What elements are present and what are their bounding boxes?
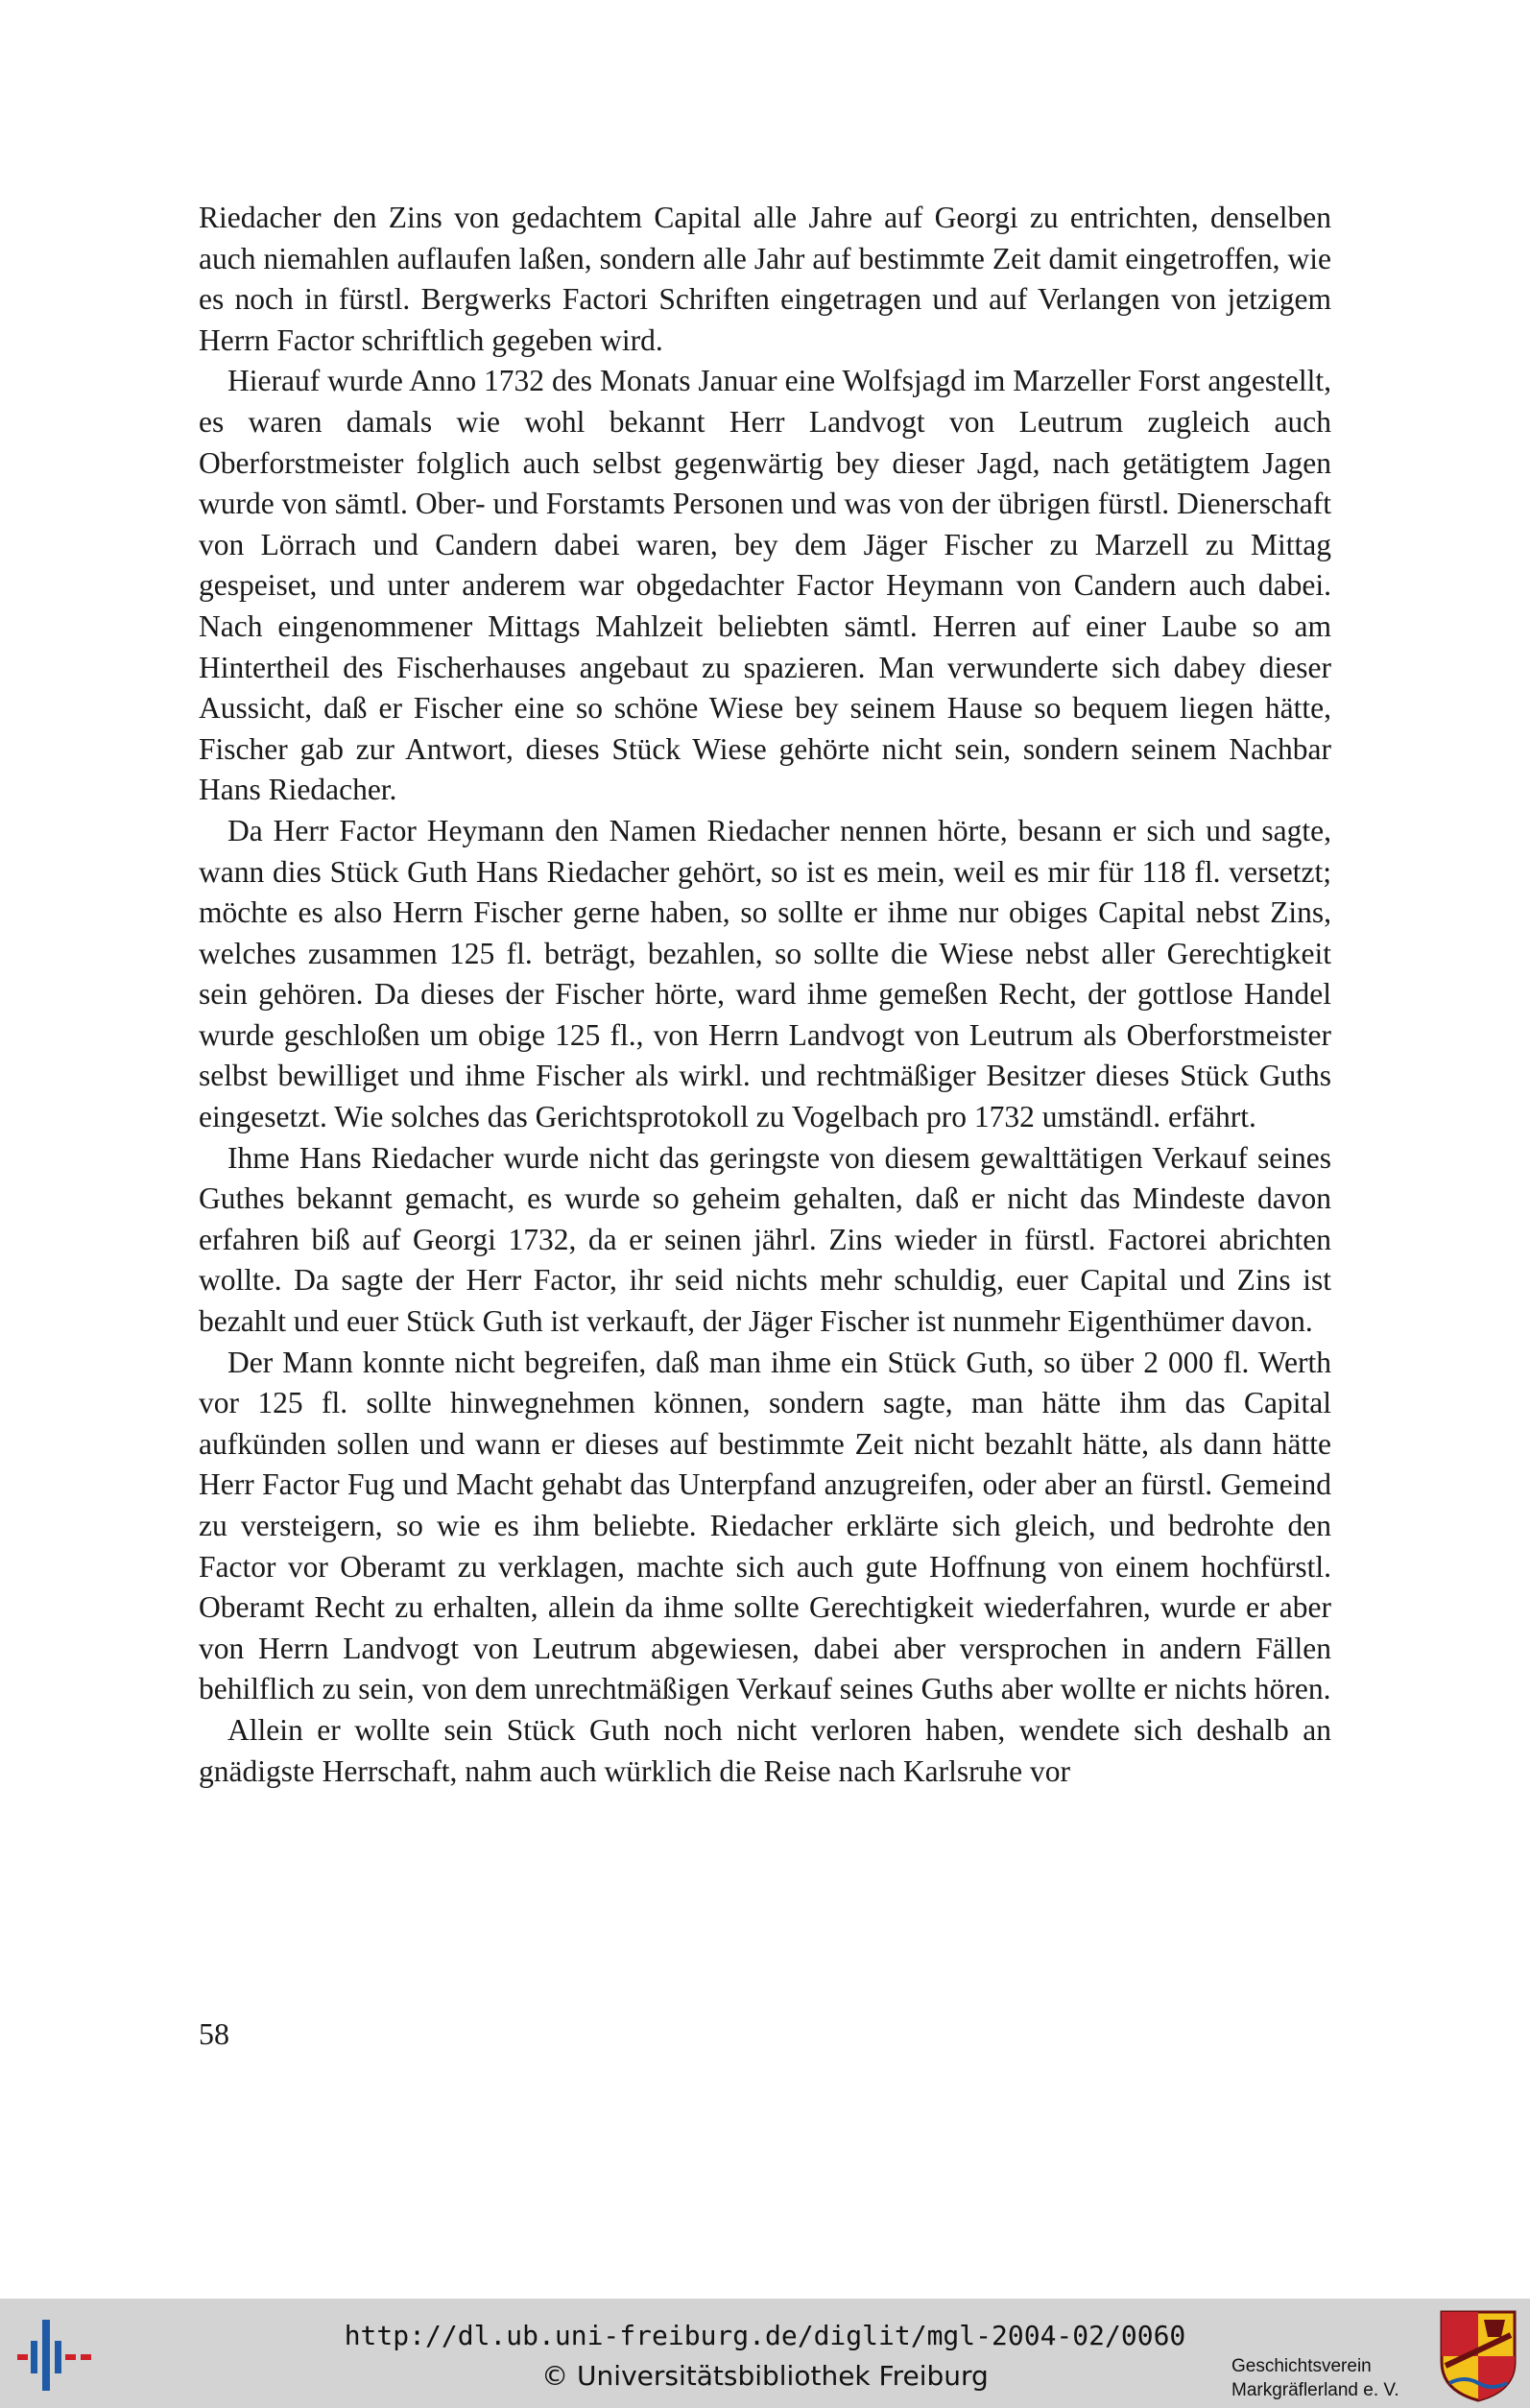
paragraph: Allein er wollte sein Stück Guth noch nicht verloren haben, wendete sich deshalb an gnädigste Herrschaft, nahm auch würklich die Reise nach Karlsruhe vor (199, 1712, 1331, 1788)
society-name-line1: Geschichtsverein (1231, 2356, 1372, 2376)
page-number: 58 (199, 2016, 229, 2051)
permalink-url[interactable]: http://dl.ub.uni-freiburg.de/diglit/mgl-2004-02/0060 (344, 2320, 1186, 2351)
paragraph: Hierauf wurde Anno 1732 des Monats Januar eine Wolfsjagd im Marzeller Forst angestellt, es waren damals wie wohl bekannt Herr Landvogt von Leutrum zugleich auch Oberforstmeister folglich auch selbst gegenwärtig bey dieser Jagd, nach getätigtem Jagen wurde von sämtl. Ober- und Forstamts Personen und was von der übrigen fürstl. Dienerschaft von Lörrach und Candern dabei waren, bey dem Jäger Fischer zu Marzell zu Mittag gespeiset, und unter anderem war obgedachter Factor Heymann von Candern auch dabei. Nach eingenommener Mittags Mahlzeit beliebten sämtl. Herren auf einer Laube so am Hintertheil des Fischerhauses angebaut zu spazieren. Man verwunderte sich dabey dieser Aussicht, daß er Fischer eine so schöne Wiese bey seinem Hause so bequem liegen hätte, Fischer gab zur Antwort, dieses Stück Wiese gehörte nicht sein, sondern seinem Nachbar Hans Riedacher. (199, 364, 1331, 807)
paragraph: Da Herr Factor Heymann den Namen Riedacher nennen hörte, besann er sich und sagte, wann dies Stück Guth Hans Riedacher gehört, so ist es mein, weil es mir für 118 fl. versetzt; möchte es also Herrn Fischer gerne haben, so sollte er ihme nur obiges Capital nebst Zins, welches zusammen 125 fl. beträgt, bezahlen, so sollte die Wiese nebst aller Gerechtigkeit sein gehören. Da dieses der Fischer hörte, ward ihme gemeßen Recht, der gottlose Handel wurde geschloßen um obige 125 fl., von Herrn Landvogt von Leutrum als Oberforstmeister selbst bewilliget und ihme Fischer als wirkl. und rechtmäßiger Besitzer dieses Stück Guths eingesetzt. Wie solches das Gerichtsprotokoll zu Vogelbach pro 1732 umständl. erfährt. (199, 813, 1331, 1134)
society-name-line2: Markgräflerland e. V. (1231, 2380, 1399, 2400)
copyright-notice: © Universitätsbibliothek Freiburg (541, 2360, 989, 2392)
paragraph: Ihme Hans Riedacher wurde nicht das geringste von diesem gewalttätigen Verkauf seines Guthes bekannt gemacht, es wurde so geheim gehalten, daß er nicht das Mindeste davon erfahren biß auf Georgi 1732, da er seinen jährl. Zins wieder in fürstl. Factorei abrichten wollte. Da sagte der Herr Factor, ihr seid nichts mehr schuldig, euer Capital und Zins ist bezahlt und euer Stück Guth ist verkauft, der Jäger Fischer ist nunmehr Eigenthümer davon. (199, 1140, 1331, 1339)
viewer-footer (0, 2299, 1530, 2408)
society-name (1231, 2354, 1423, 2402)
paragraph: Der Mann konnte nicht begreifen, daß man ihme ein Stück Guth, so über 2 000 fl. Werth vor 125 fl. sollte hinwegnehmen können, sondern sagte, man hätte ihm das Capital aufkünden sollen und wann er dieses auf bestimmte Zeit nicht bezahlt hätte, als dann hätte Herr Factor Fug und Macht gehabt das Unterpfand anzugreifen, oder aber an fürstl. Gemeind zu versteigern, so wie es ihm beliebte. Riedacher erklärte sich gleich, und bedrohte den Factor vor Oberamt zu verklagen, machte sich auch gute Hoffnung von einem hochfürstl. Oberamt Recht zu erhalten, allein da ihme sollte Gerechtigkeit wiederfahren, wurde er aber von Herrn Landvogt von Leutrum abgewiesen, dabei aber versprochen in andern Fällen behilflich zu sein, von dem unrechtmäßigen Verkauf seines Guths aber wollte er nichts hören. (199, 1345, 1331, 1706)
coat-of-arms-icon[interactable] (1438, 2308, 1518, 2402)
paragraph: Riedacher den Zins von gedachtem Capital alle Jahre auf Georgi zu entrichten, denselben auch niemahlen auflaufen laßen, sondern alle Jahr auf bestimmte Zeit damit eingetroffen, wie es noch in fürstl. Bergwerks Factori Schriften eingetragen und auf Verlangen von jetzigem Herrn Factor schriftlich gegeben wird. (199, 201, 1331, 357)
body-text (199, 198, 1331, 1792)
